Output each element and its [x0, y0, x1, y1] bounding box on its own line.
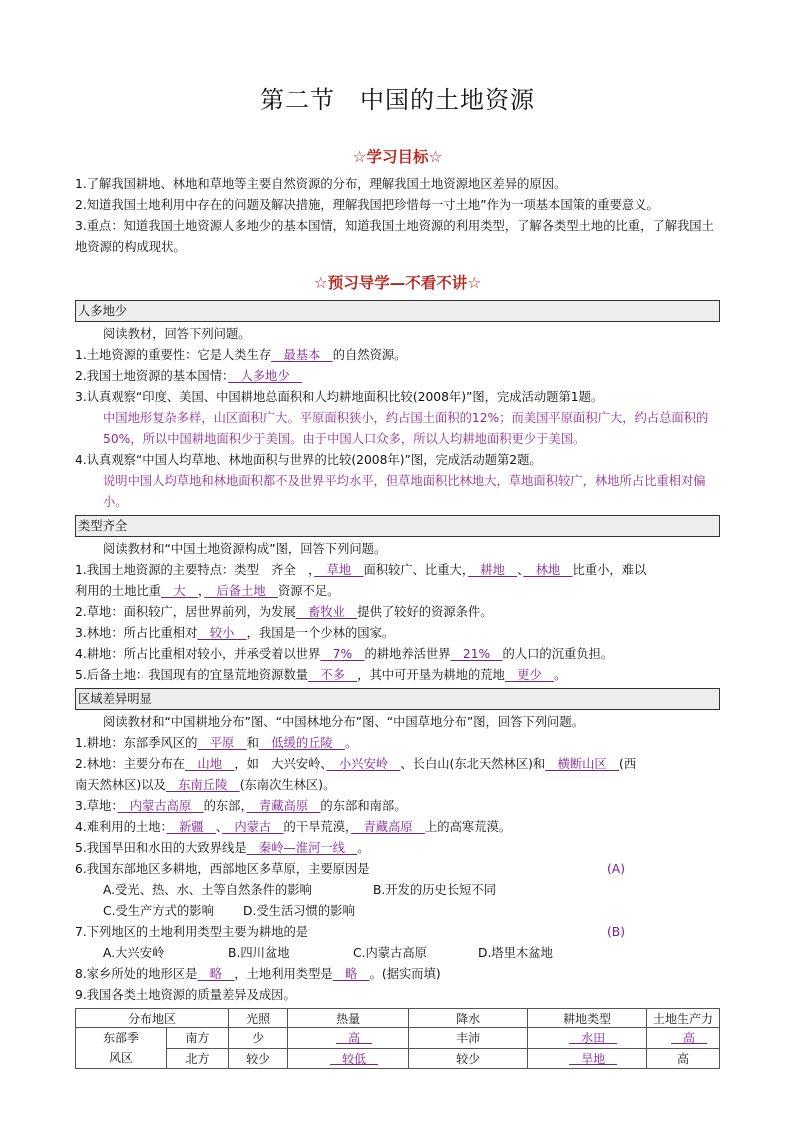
s3-q4: 4.难利用的土地： 新疆 、 内蒙古 的干旱荒漠， 青藏高原 上的高寒荒漠。	[75, 820, 512, 834]
goal-1: 1.了解我国耕地、林地和草地等主要自然资源的分布，理解我国土地资源地区差异的原因。	[75, 177, 567, 191]
q6-answer: (A)	[606, 862, 625, 876]
s3-q5: 5.我国旱田和水田的大致界线是 秦岭—淮河一线 。	[75, 841, 370, 855]
answer: 人多地少	[228, 369, 302, 383]
s3-q7-options: A.大兴安岭 B.四川盆地 C.内蒙古高原 D.塔里木盆地	[103, 946, 553, 960]
table-header-row: 分布地区 光照 热量 降水 耕地类型 土地生产力	[76, 1009, 720, 1028]
goal-3: 3.重点：知道我国土地资源人多地少的基本国情，知道我国土地资源的利用类型，了解各类型土地的比重，了解我国土地资源的构成现状。	[75, 219, 714, 254]
s1-q2: 2.我国土地资源的基本国情： 人多地少	[75, 369, 302, 383]
s2-q1-line1: 1.我国土地资源的主要特点：类型 齐全 ， 草地 面积较广、比重大， 耕地 、 林地 比重小，难以	[75, 563, 647, 577]
s2-q1-line2: 利用的土地比重 大 ， 后备土地 资源不足。	[75, 584, 340, 598]
table-row: 北方 较少 较低 较少 旱地 高	[76, 1048, 720, 1069]
s1-q1: 1.土地资源的重要性：它是人类生存 最基本 的自然资源。	[75, 348, 407, 362]
s3-q6: 6.我国东部地区多耕地，西部地区多草原，主要原因是 (A)	[75, 859, 720, 880]
goals-title: ☆学习目标☆	[352, 148, 443, 166]
s3-q7: 7.下列地区的土地利用类型主要为耕地的是 (B)	[75, 922, 720, 943]
s3-q3: 3.草地： 内蒙古高原 的东部， 青藏高原 的东部和南部。	[75, 799, 407, 813]
goal-2: 2.知道我国土地利用中存在的问题及解决措施，理解我国把珍惜每一寸土地”作为一项基本国策的重要意义。	[75, 198, 659, 212]
document-page	[75, 70, 720, 1069]
section-header-population-land: 人多地少	[75, 300, 720, 322]
answer: 最基本	[271, 348, 333, 362]
s3-q2-line1: 2.林地：主要分布在 山地 ，如 大兴安岭、 小兴安岭 、长白山(东北天然林区)和 横断山区 (西	[75, 757, 637, 771]
s3-q9: 9.我国各类土地资源的质量差异及成因。	[75, 988, 296, 1002]
s3-q8: 8.家乡所处的地形区是 略 ，土地利用类型是 略 。(据实而填)	[75, 967, 441, 981]
s2-q5: 5.后备土地：我国现有的宜垦荒地资源数量 不多 ，其中可开垦为耕地的荒地 更少 。	[75, 668, 567, 682]
land-quality-table	[75, 1008, 720, 1069]
s3-q6-options-1: A.受光、热、水、土等自然条件的影响 B.开发的历史长短不同	[103, 883, 497, 897]
s1-intro: 阅读教材，回答下列问题。	[103, 327, 251, 341]
s3-q6-options-2: C.受生产方式的影响 D.受生活习惯的影响	[103, 904, 355, 918]
preview-title: ☆预习导学—不看不讲☆	[313, 274, 482, 292]
page-title: 第二节 中国的土地资源	[260, 86, 535, 114]
q7-answer: (B)	[606, 925, 625, 939]
s2-q3: 3.林地：所占比重相对 较小 ，我国是一个少林的国家。	[75, 626, 395, 640]
s2-q2: 2.草地：面积较广，居世界前列，为发展 畜牧业 提供了较好的资源条件。	[75, 605, 493, 619]
s1-q4: 4.认真观察“中国人均草地、林地面积与世界的比较(2008年)”图，完成活动题第2题。	[75, 453, 542, 467]
section-header-regional: 区域差异明显	[75, 688, 720, 710]
s3-q2-line2: 南天然林区)以及 东南丘陵 (东南次生林区)。	[75, 778, 336, 792]
section-header-types: 类型齐全	[75, 515, 720, 537]
s3-q1: 1.耕地：东部季风区的 平原 和 低缓的丘陵 。	[75, 736, 358, 750]
s3-intro: 阅读教材和“中国耕地分布”图、“中国林地分布”图、“中国草地分布”图，回答下列问题。	[103, 715, 584, 729]
s1-q4-answer: 说明中国人均草地和林地面积都不及世界平均水平，但草地面积比林地大，草地面积较广，林地所占比重相对偏小。	[103, 474, 706, 509]
s2-q4: 4.耕地：所占比重相对较小，并承受着以世界 7% 的耕地养活世界 21% 的人口的沉重负担。	[75, 647, 614, 661]
s1-q3: 3.认真观察“印度、美国、中国耕地总面积和人均耕地面积比较(2008年)”图，完成活动题第1题。	[75, 390, 604, 404]
s2-intro: 阅读教材和“中国土地资源构成”图，回答下列问题。	[103, 542, 387, 556]
s1-q3-answer: 中国地形复杂多样，山区面积广大。平原面积狭小，约占国土面积的12%；而美国平原面积广大，约占总面积的50%，所以中国耕地面积少于美国。由于中国人口众多，所以人均耕地面积更少于美国。	[103, 411, 709, 446]
table-row: 东部季 风区 南方 少 高 丰沛 水田 高	[76, 1028, 720, 1049]
